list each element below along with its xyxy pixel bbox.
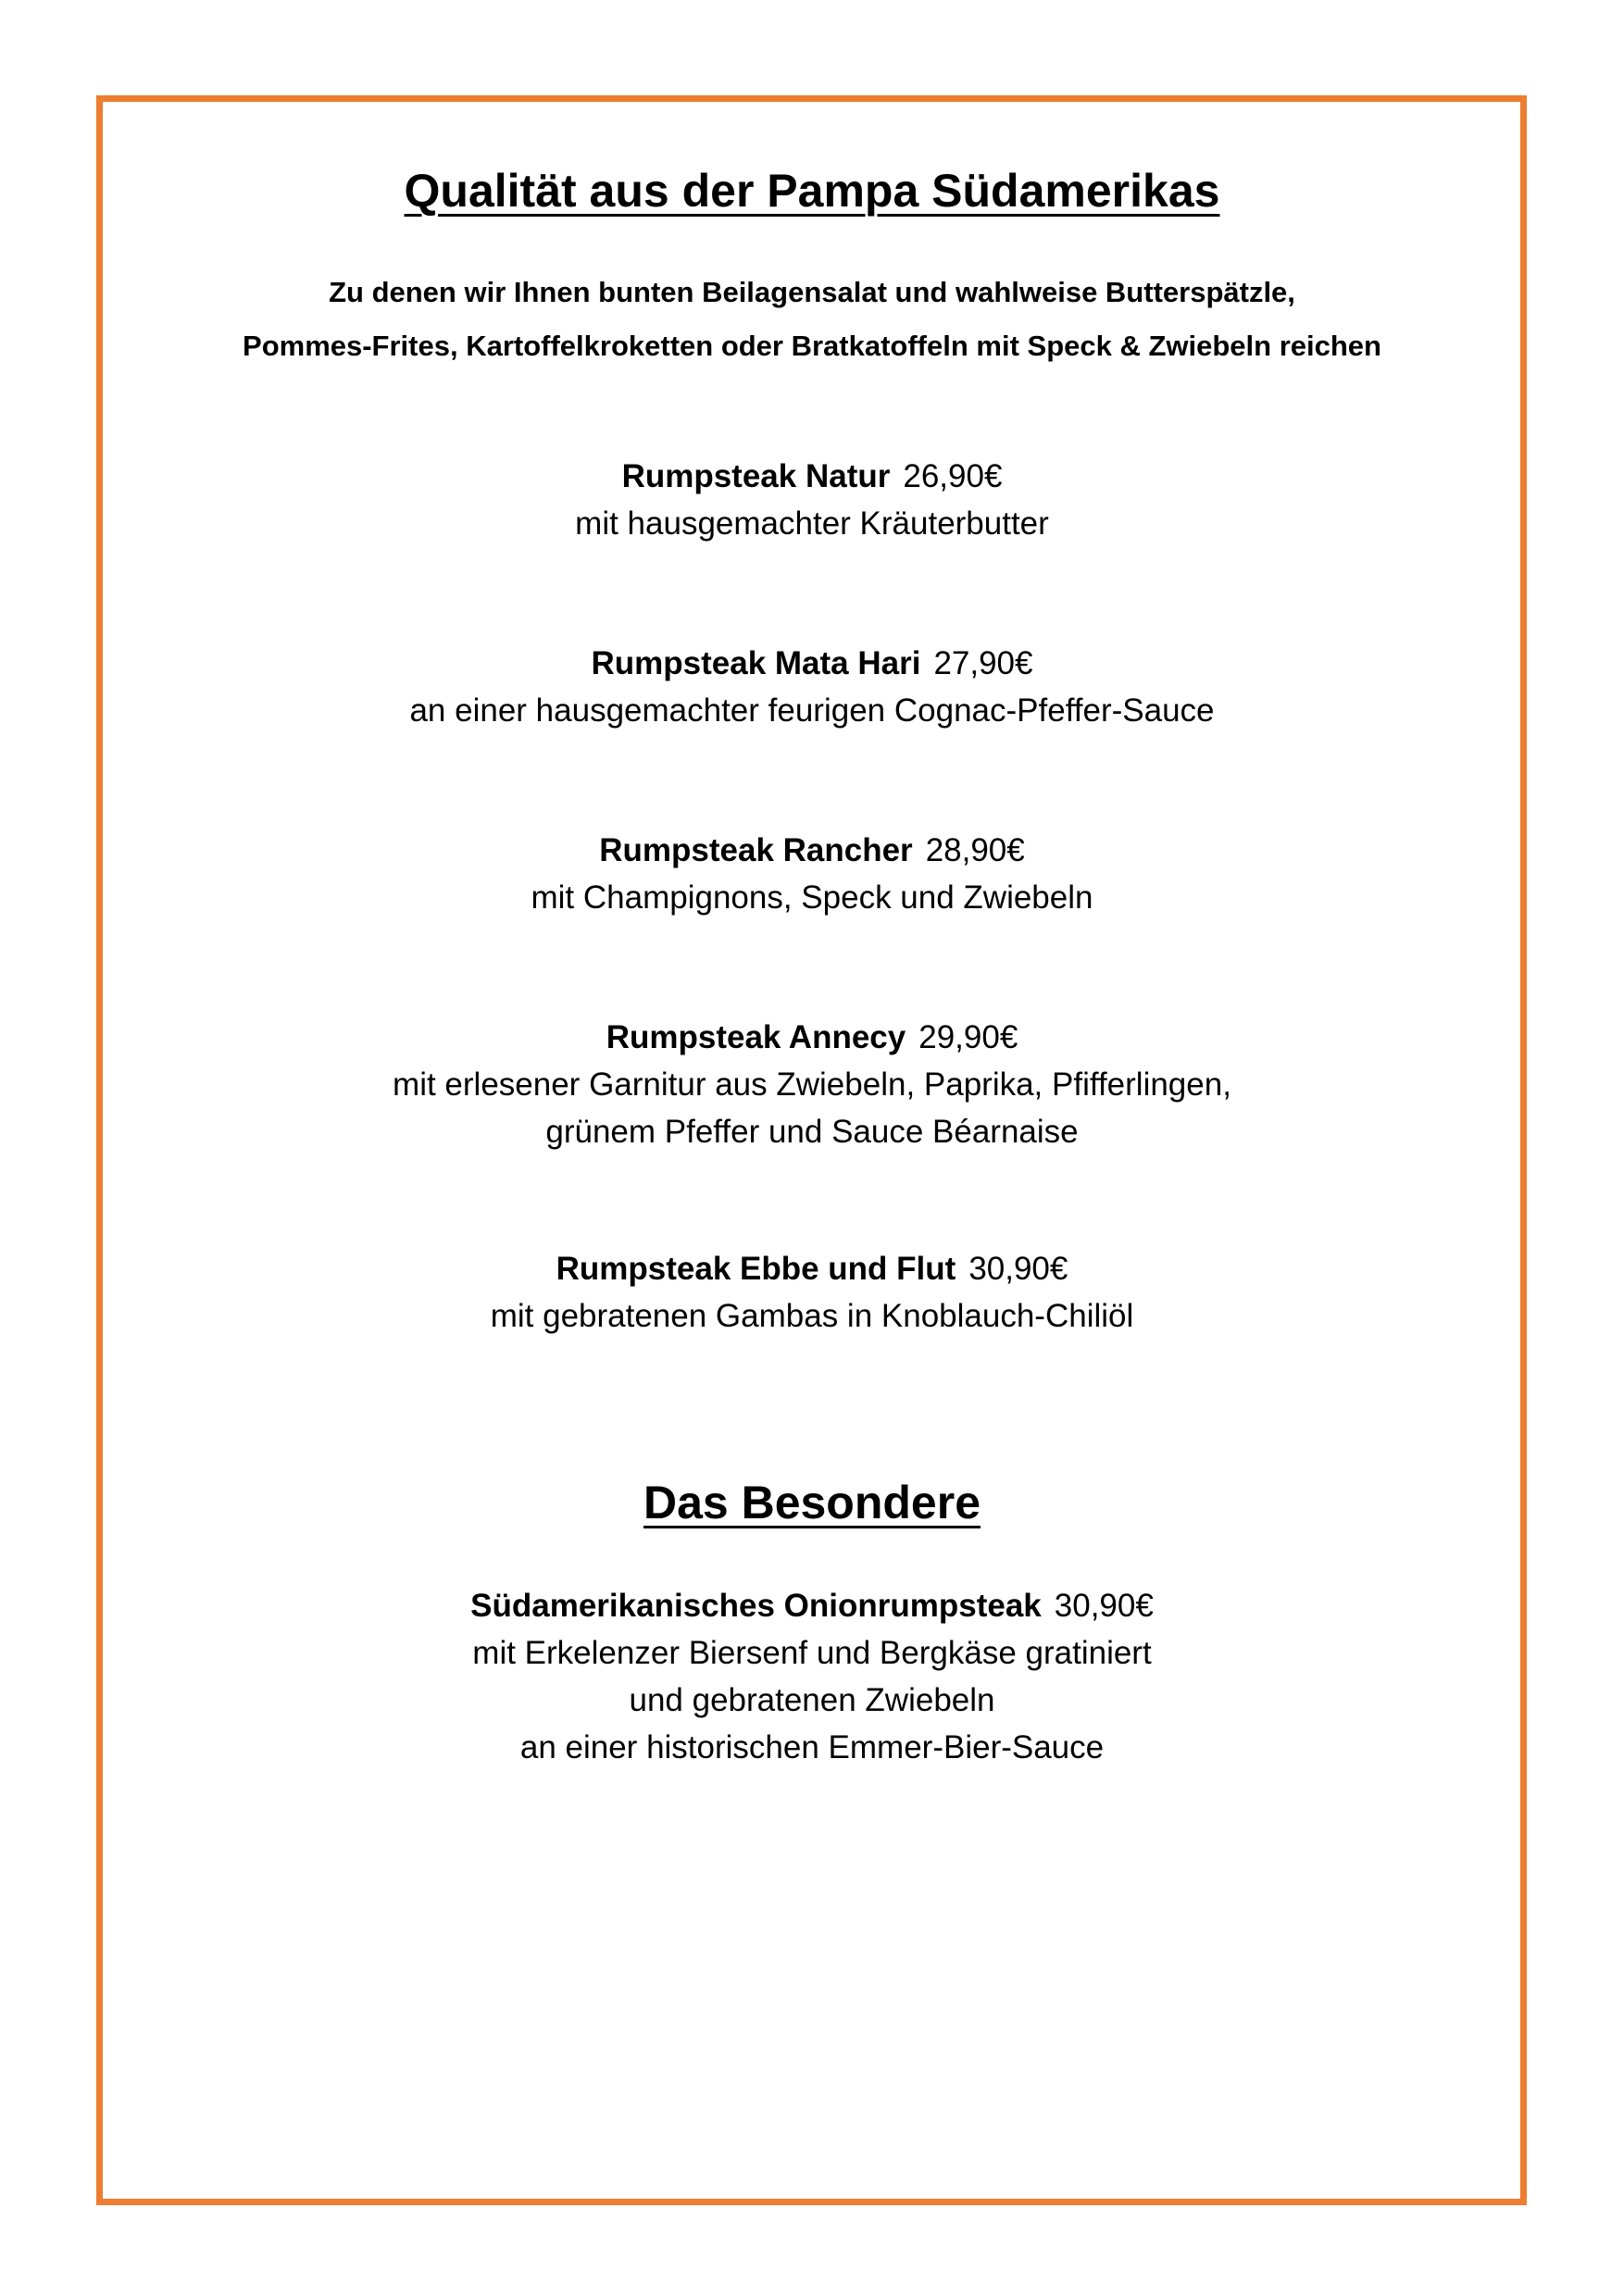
item-price: 26,90€ <box>903 458 1003 494</box>
menu-item-rumpsteak-rancher <box>0 827 1624 921</box>
item-description: an einer historischen Emmer-Bier-Sauce <box>519 1729 1105 1765</box>
item-price: 28,90€ <box>925 832 1025 868</box>
item-description: mit Erkelenzer Biersenf und Bergkäse gratiniert <box>472 1635 1152 1671</box>
item-description: mit gebratenen Gambas in Knoblauch-Chiliöl <box>490 1298 1134 1334</box>
item-price: 29,90€ <box>918 1019 1018 1055</box>
item-name: Rumpsteak Ebbe und Flut <box>556 1251 956 1287</box>
item-price: 30,90€ <box>968 1251 1068 1287</box>
item-name: Rumpsteak Mata Hari <box>591 645 921 681</box>
intro-line: Pommes-Frites, Kartoffelkroketten oder Bratkatoffeln mit Speck & Zwiebeln reichen <box>243 330 1381 362</box>
menu-item-rumpsteak-annecy <box>0 1014 1624 1155</box>
intro-line: Zu denen wir Ihnen bunten Beilagensalat und wahlweise Butterspätzle, <box>329 276 1295 308</box>
item-name: Rumpsteak Annecy <box>606 1019 906 1055</box>
item-price: 30,90€ <box>1054 1588 1154 1624</box>
item-description: und gebratenen Zwiebeln <box>629 1682 995 1718</box>
item-description: mit hausgemachter Kräuterbutter <box>575 505 1049 542</box>
item-description: mit Champignons, Speck und Zwiebeln <box>531 879 1093 916</box>
item-name: Rumpsteak Natur <box>621 458 891 494</box>
item-description: an einer hausgemachter feurigen Cognac-Pfeffer-Sauce <box>409 692 1215 729</box>
menu-item-rumpsteak-natur <box>0 453 1624 547</box>
item-name: Rumpsteak Rancher <box>599 832 913 868</box>
menu-item-rumpsteak-mata-hari <box>0 640 1624 734</box>
item-price: 27,90€ <box>933 645 1033 681</box>
section-title-quality: Qualität aus der Pampa Südamerikas <box>404 165 1220 217</box>
side-dishes-intro <box>0 266 1624 373</box>
menu-item-rumpsteak-ebbe-und-flut <box>0 1245 1624 1340</box>
item-name: Südamerikanisches Onionrumpsteak <box>470 1588 1042 1624</box>
item-description: grünem Pfeffer und Sauce Béarnaise <box>545 1114 1079 1150</box>
item-description: mit erlesener Garnitur aus Zwiebeln, Paprika, Pfifferlingen, <box>393 1066 1231 1103</box>
menu-item-onionrumpsteak <box>0 1582 1624 1771</box>
section-title-special: Das Besondere <box>643 1477 981 1528</box>
